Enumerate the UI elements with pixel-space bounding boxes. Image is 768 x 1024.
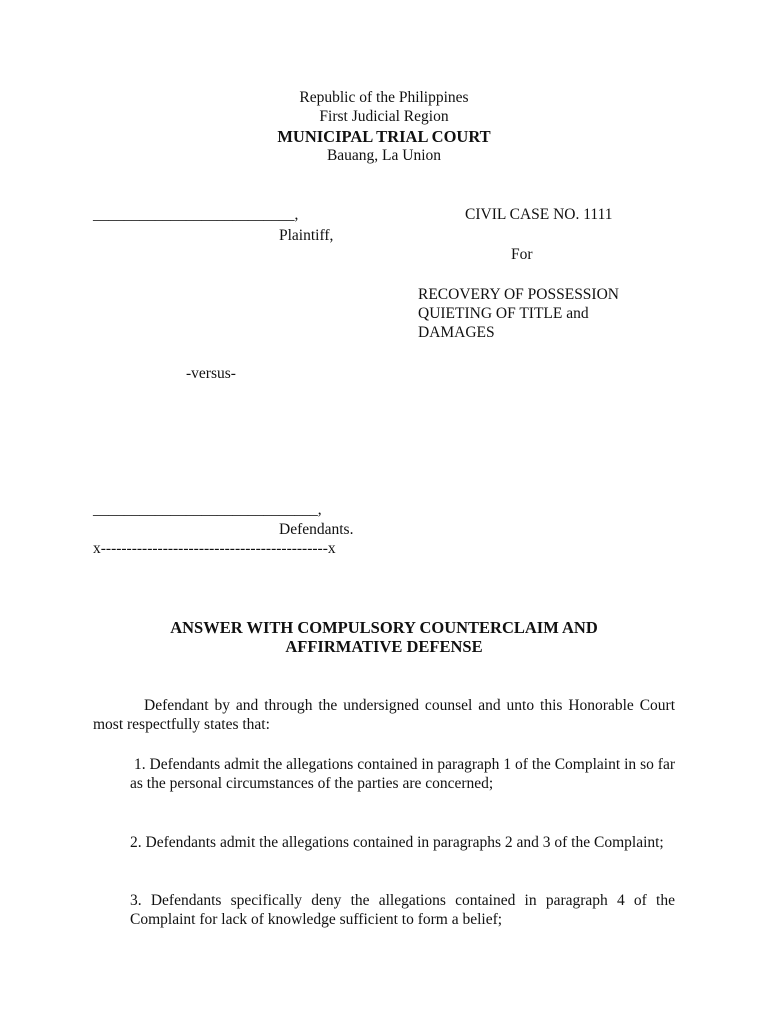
numbered-paragraph-3: 3. Defendants specifically deny the allegations contained in paragraph 4 of the Complaint for lack of knowledge sufficient to form a belief; bbox=[130, 892, 675, 929]
header-republic: Republic of the Philippines bbox=[299, 89, 469, 106]
case-for-label: For bbox=[511, 246, 533, 263]
document-title-line-1: ANSWER WITH COMPULSORY COUNTERCLAIM AND bbox=[170, 618, 598, 637]
defendant-label: Defendants. bbox=[279, 521, 354, 538]
case-nature-line-3: DAMAGES bbox=[418, 324, 495, 341]
court-header bbox=[0, 88, 768, 166]
numbered-paragraph-1: 1. Defendants admit the allegations contained in paragraph 1 of the Complaint in so far as the personal circumstances of the parties are concerned; bbox=[130, 756, 675, 793]
plaintiff-name-blank: __________________________, bbox=[93, 206, 299, 223]
document-title-line-2: AFFIRMATIVE DEFENSE bbox=[285, 637, 483, 657]
case-nature-line-2: QUIETING OF TITLE and bbox=[418, 305, 589, 322]
document-title bbox=[0, 618, 768, 657]
defendant-name-blank: _____________________________, bbox=[93, 501, 322, 518]
caption-closing-line: x--------------------------------------------x bbox=[93, 540, 336, 557]
plaintiff-label: Plaintiff, bbox=[279, 227, 334, 244]
intro-paragraph: Defendant by and through the undersigned counsel and unto this Honorable Court most respectfully states that: bbox=[93, 697, 675, 734]
header-court-name: MUNICIPAL TRIAL COURT bbox=[277, 126, 491, 146]
case-nature-line-1: RECOVERY OF POSSESSION bbox=[418, 286, 619, 303]
header-location: Bauang, La Union bbox=[326, 147, 442, 165]
civil-case-number: CIVIL CASE NO. 1111 bbox=[465, 206, 613, 223]
numbered-paragraph-2: 2. Defendants admit the allegations contained in paragraphs 2 and 3 of the Complaint; bbox=[130, 834, 664, 851]
versus-label: -versus- bbox=[186, 365, 236, 382]
header-region: First Judicial Region bbox=[319, 108, 449, 126]
